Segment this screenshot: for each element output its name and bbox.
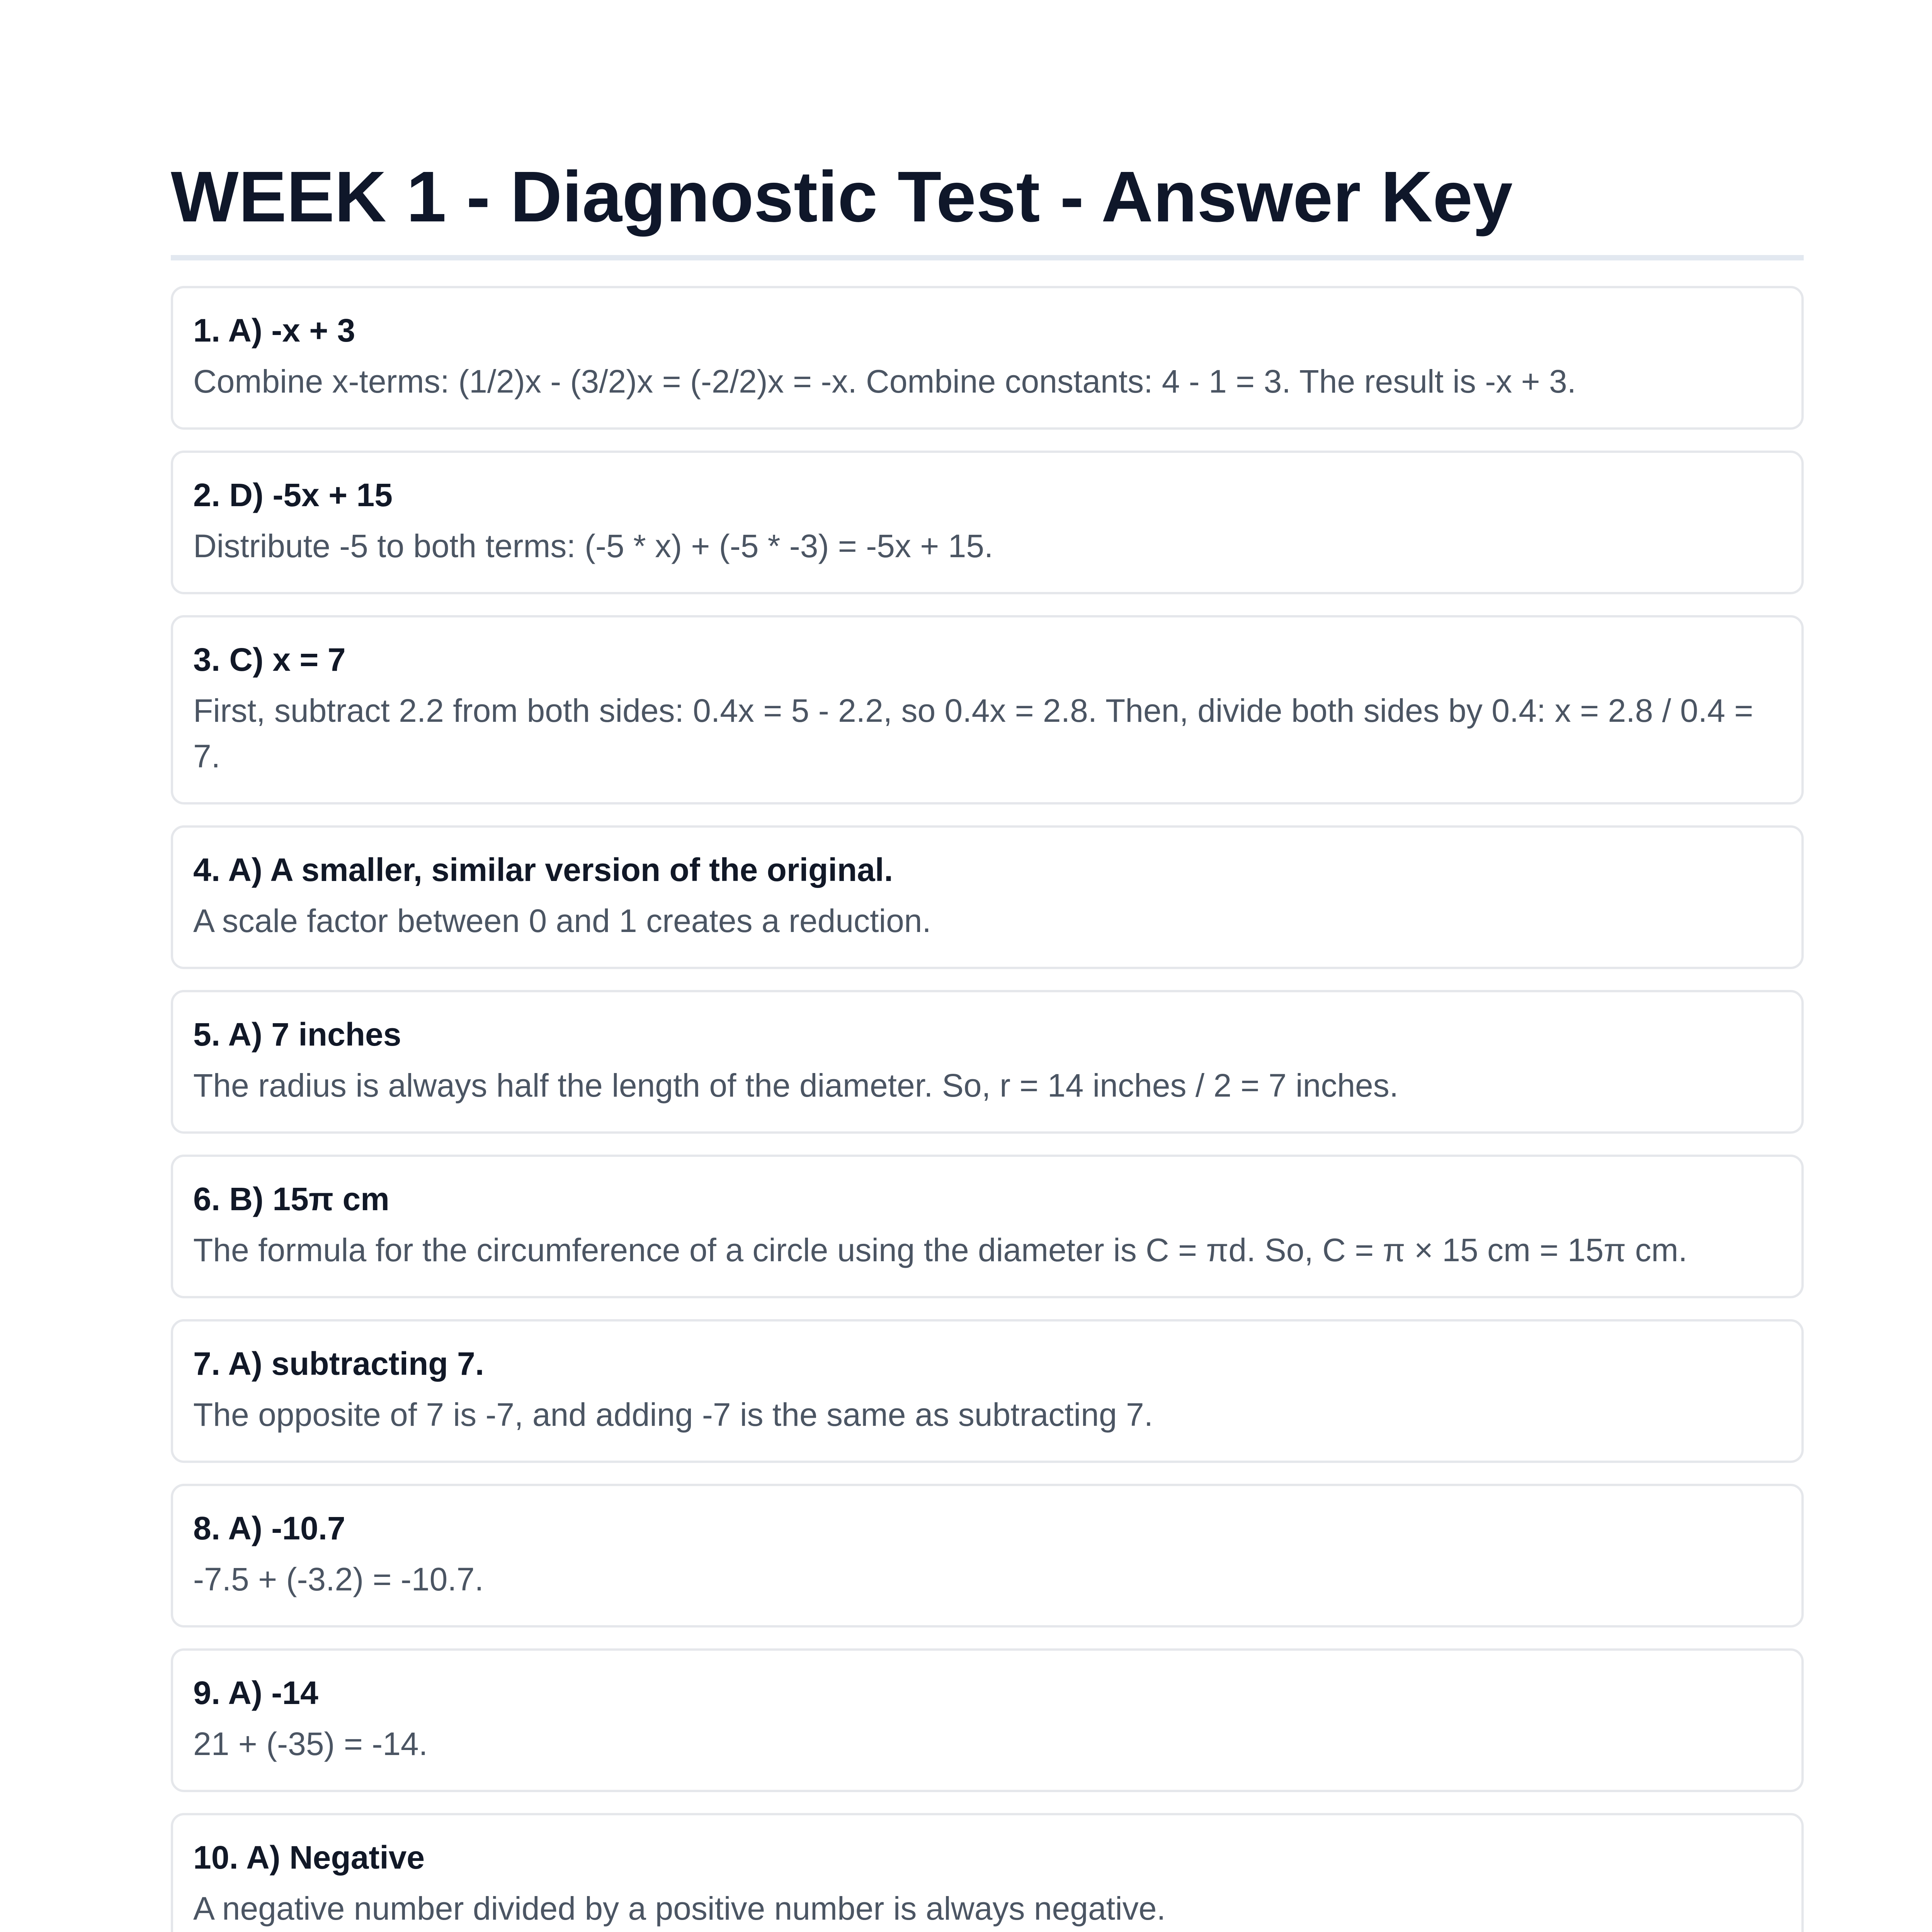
answer-explanation: The formula for the circumference of a circle using the diameter is C = πd. So, C = π × 15 cm = 15π cm. (193, 1232, 1687, 1268)
answer-list (171, 286, 1804, 1932)
answer-heading: 6. B) 15π cm (193, 1181, 389, 1217)
answer-explanation: A negative number divided by a positive number is always negative. (193, 1890, 1166, 1927)
answer-card-2 (171, 451, 1804, 594)
answer-heading: 4. A) A smaller, similar version of the original. (193, 852, 893, 888)
answer-heading: 8. A) -10.7 (193, 1510, 345, 1546)
answer-heading: 3. C) x = 7 (193, 641, 346, 678)
answer-card-4 (171, 825, 1804, 969)
answer-explanation: -7.5 + (-3.2) = -10.7. (193, 1561, 484, 1597)
title-divider (171, 255, 1804, 260)
answer-explanation: The radius is always half the length of the diameter. So, r = 14 inches / 2 = 7 inches. (193, 1067, 1399, 1104)
answer-card-10 (171, 1813, 1804, 1932)
answer-explanation: First, subtract 2.2 from both sides: 0.4x = 5 - 2.2, so 0.4x = 2.8. Then, divide both sides by 0.4: x = 2.8 / 0.4 = 7. (193, 692, 1753, 774)
answer-explanation: A scale factor between 0 and 1 creates a reduction. (193, 903, 931, 939)
answer-card-8 (171, 1484, 1804, 1628)
answer-explanation: Combine x-terms: (1/2)x - (3/2)x = (-2/2)x = -x. Combine constants: 4 - 1 = 3. The result is -x + 3. (193, 363, 1577, 400)
answer-heading: 5. A) 7 inches (193, 1016, 401, 1053)
answer-card-1 (171, 286, 1804, 430)
answer-card-3 (171, 615, 1804, 804)
answer-explanation: The opposite of 7 is -7, and adding -7 is the same as subtracting 7. (193, 1396, 1153, 1433)
answer-explanation: 21 + (-35) = -14. (193, 1726, 428, 1762)
answer-card-5 (171, 990, 1804, 1134)
answer-explanation: Distribute -5 to both terms: (-5 * x) + (-5 * -3) = -5x + 15. (193, 528, 993, 564)
answer-card-9 (171, 1648, 1804, 1792)
page-title: WEEK 1 - Diagnostic Test - Answer Key (171, 157, 1513, 237)
answer-heading: 2. D) -5x + 15 (193, 477, 393, 513)
answer-heading: 7. A) subtracting 7. (193, 1345, 485, 1382)
answer-heading: 1. A) -x + 3 (193, 312, 355, 349)
answer-heading: 10. A) Negative (193, 1839, 425, 1876)
answer-card-7 (171, 1319, 1804, 1463)
answer-heading: 9. A) -14 (193, 1675, 318, 1711)
answer-card-6 (171, 1155, 1804, 1298)
